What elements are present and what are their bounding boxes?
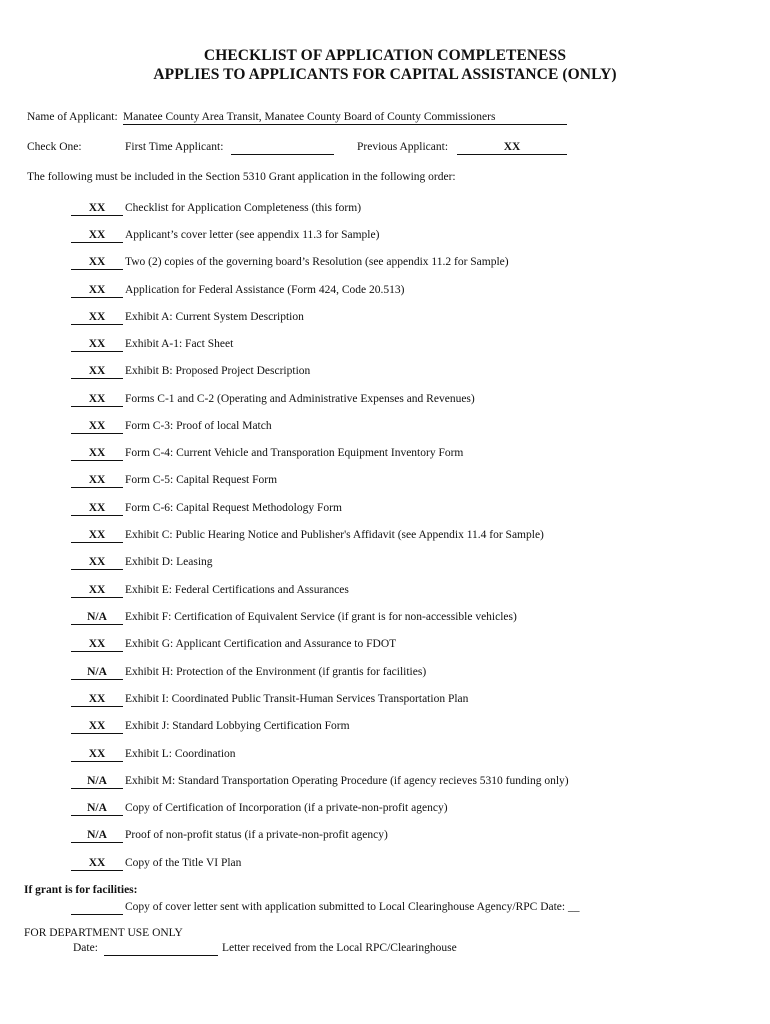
checklist-item-text: Two (2) copies of the governing board’s Resolution (see appendix 11.2 for Sample) [125, 256, 509, 268]
checklist-mark[interactable]: XX [71, 474, 123, 488]
document-title-line-1: CHECKLIST OF APPLICATION COMPLETENESS [203, 47, 567, 64]
checklist-item-text: Exhibit L: Coordination [125, 748, 236, 760]
checklist-mark[interactable]: XX [71, 447, 123, 461]
checklist-mark[interactable]: XX [71, 256, 123, 270]
checklist-item-text: Exhibit M: Standard Transportation Operating Procedure (if agency recieves 5310 funding only) [125, 775, 569, 787]
checklist-mark[interactable]: XX [71, 748, 123, 762]
checklist-item-text: Exhibit H: Protection of the Environment (if grantis for facilities) [125, 666, 427, 678]
checklist-mark[interactable]: N/A [71, 666, 123, 680]
department-heading: FOR DEPARTMENT USE ONLY [24, 927, 183, 939]
checklist-item-text: Form C-4: Current Vehicle and Transporation Equipment Inventory Form [125, 447, 464, 459]
checklist-item-text: Copy of the Title VI Plan [125, 857, 242, 869]
applicant-name-value: Manatee County Area Transit, Manatee County Board of County Commissioners [123, 111, 496, 123]
checklist-mark[interactable]: XX [71, 229, 123, 243]
instructions-text: The following must be included in the Section 5310 Grant application in the following order: [27, 171, 456, 183]
checklist-item-text: Exhibit E: Federal Certifications and Assurances [125, 584, 349, 596]
checklist-item-text: Form C-5: Capital Request Form [125, 474, 278, 486]
checklist-mark[interactable]: XX [71, 529, 123, 543]
checklist-mark[interactable]: XX [71, 202, 123, 216]
checklist-mark[interactable]: XX [71, 638, 123, 652]
checklist-item-text: Exhibit D: Leasing [125, 556, 213, 568]
checklist-item-text: Form C-6: Capital Request Methodology Form [125, 502, 342, 514]
checklist-mark[interactable]: XX [71, 693, 123, 707]
checklist-mark[interactable]: XX [71, 311, 123, 325]
checklist-mark[interactable]: XX [71, 857, 123, 871]
checklist-mark[interactable]: N/A [71, 775, 123, 789]
checklist-item-text: Copy of Certification of Incorporation (if a private-non-profit agency) [125, 802, 448, 814]
checklist-mark[interactable]: XX [71, 420, 123, 434]
checklist-mark[interactable]: XX [71, 393, 123, 407]
checklist-mark[interactable]: XX [71, 720, 123, 734]
facilities-item-text: Copy of cover letter sent with application submitted to Local Clearinghouse Agency/RPC Date: __ [125, 901, 580, 913]
checklist-item-text: Applicant’s cover letter (see appendix 11.3 for Sample) [125, 229, 380, 241]
facilities-mark[interactable] [71, 901, 123, 915]
checklist-mark[interactable]: XX [71, 365, 123, 379]
checklist-item-text: Forms C-1 and C-2 (Operating and Administrative Expenses and Revenues) [125, 393, 475, 405]
checklist-item-text: Exhibit A: Current System Description [125, 311, 304, 323]
checklist-item-text: Exhibit I: Coordinated Public Transit-Human Services Transportation Plan [125, 693, 469, 705]
checklist-mark[interactable]: N/A [71, 611, 123, 625]
department-date-label: Date: [73, 942, 98, 954]
checklist-item-text: Exhibit G: Applicant Certification and Assurance to FDOT [125, 638, 397, 650]
checklist-item-text: Exhibit J: Standard Lobbying Certification Form [125, 720, 350, 732]
checklist-mark[interactable]: XX [71, 584, 123, 598]
checklist-mark[interactable]: N/A [71, 829, 123, 843]
checklist-item-text: Proof of non-profit status (if a private-non-profit agency) [125, 829, 388, 841]
checklist-mark[interactable]: XX [71, 338, 123, 352]
checklist-item-text: Application for Federal Assistance (Form 424, Code 20.513) [125, 284, 405, 296]
checklist-mark[interactable]: N/A [71, 802, 123, 816]
department-letter-text: Letter received from the Local RPC/Clearinghouse [222, 942, 457, 954]
checklist-item-text: Exhibit A-1: Fact Sheet [125, 338, 234, 350]
first-time-applicant-label: First Time Applicant: [125, 141, 224, 153]
checklist-mark[interactable]: XX [71, 556, 123, 570]
checklist-item-text: Exhibit F: Certification of Equivalent Service (if grant is for non-accessible vehicles) [125, 611, 517, 623]
checklist-item-text: Checklist for Application Completeness (this form) [125, 202, 362, 214]
previous-applicant-label: Previous Applicant: [357, 141, 449, 153]
checklist-item-text: Exhibit C: Public Hearing Notice and Publisher's Affidavit (see Appendix 11.4 for Sample) [125, 529, 544, 541]
department-date-field[interactable] [104, 942, 218, 956]
checklist-mark[interactable]: XX [71, 502, 123, 516]
previous-applicant-field[interactable]: XX [457, 141, 567, 155]
applicant-name-field[interactable] [123, 111, 567, 125]
facilities-heading: If grant is for facilities: [24, 884, 138, 896]
checklist-mark[interactable]: XX [71, 284, 123, 298]
checklist-item-text: Exhibit B: Proposed Project Description [125, 365, 311, 377]
check-one-label: Check One: [27, 141, 82, 153]
document-title-line-2: APPLIES TO APPLICANTS FOR CAPITAL ASSISTANCE (ONLY) [153, 66, 617, 83]
checklist-item-text: Form C-3: Proof of local Match [125, 420, 272, 432]
applicant-label: Name of Applicant: [27, 111, 118, 123]
first-time-applicant-field[interactable] [231, 141, 334, 155]
